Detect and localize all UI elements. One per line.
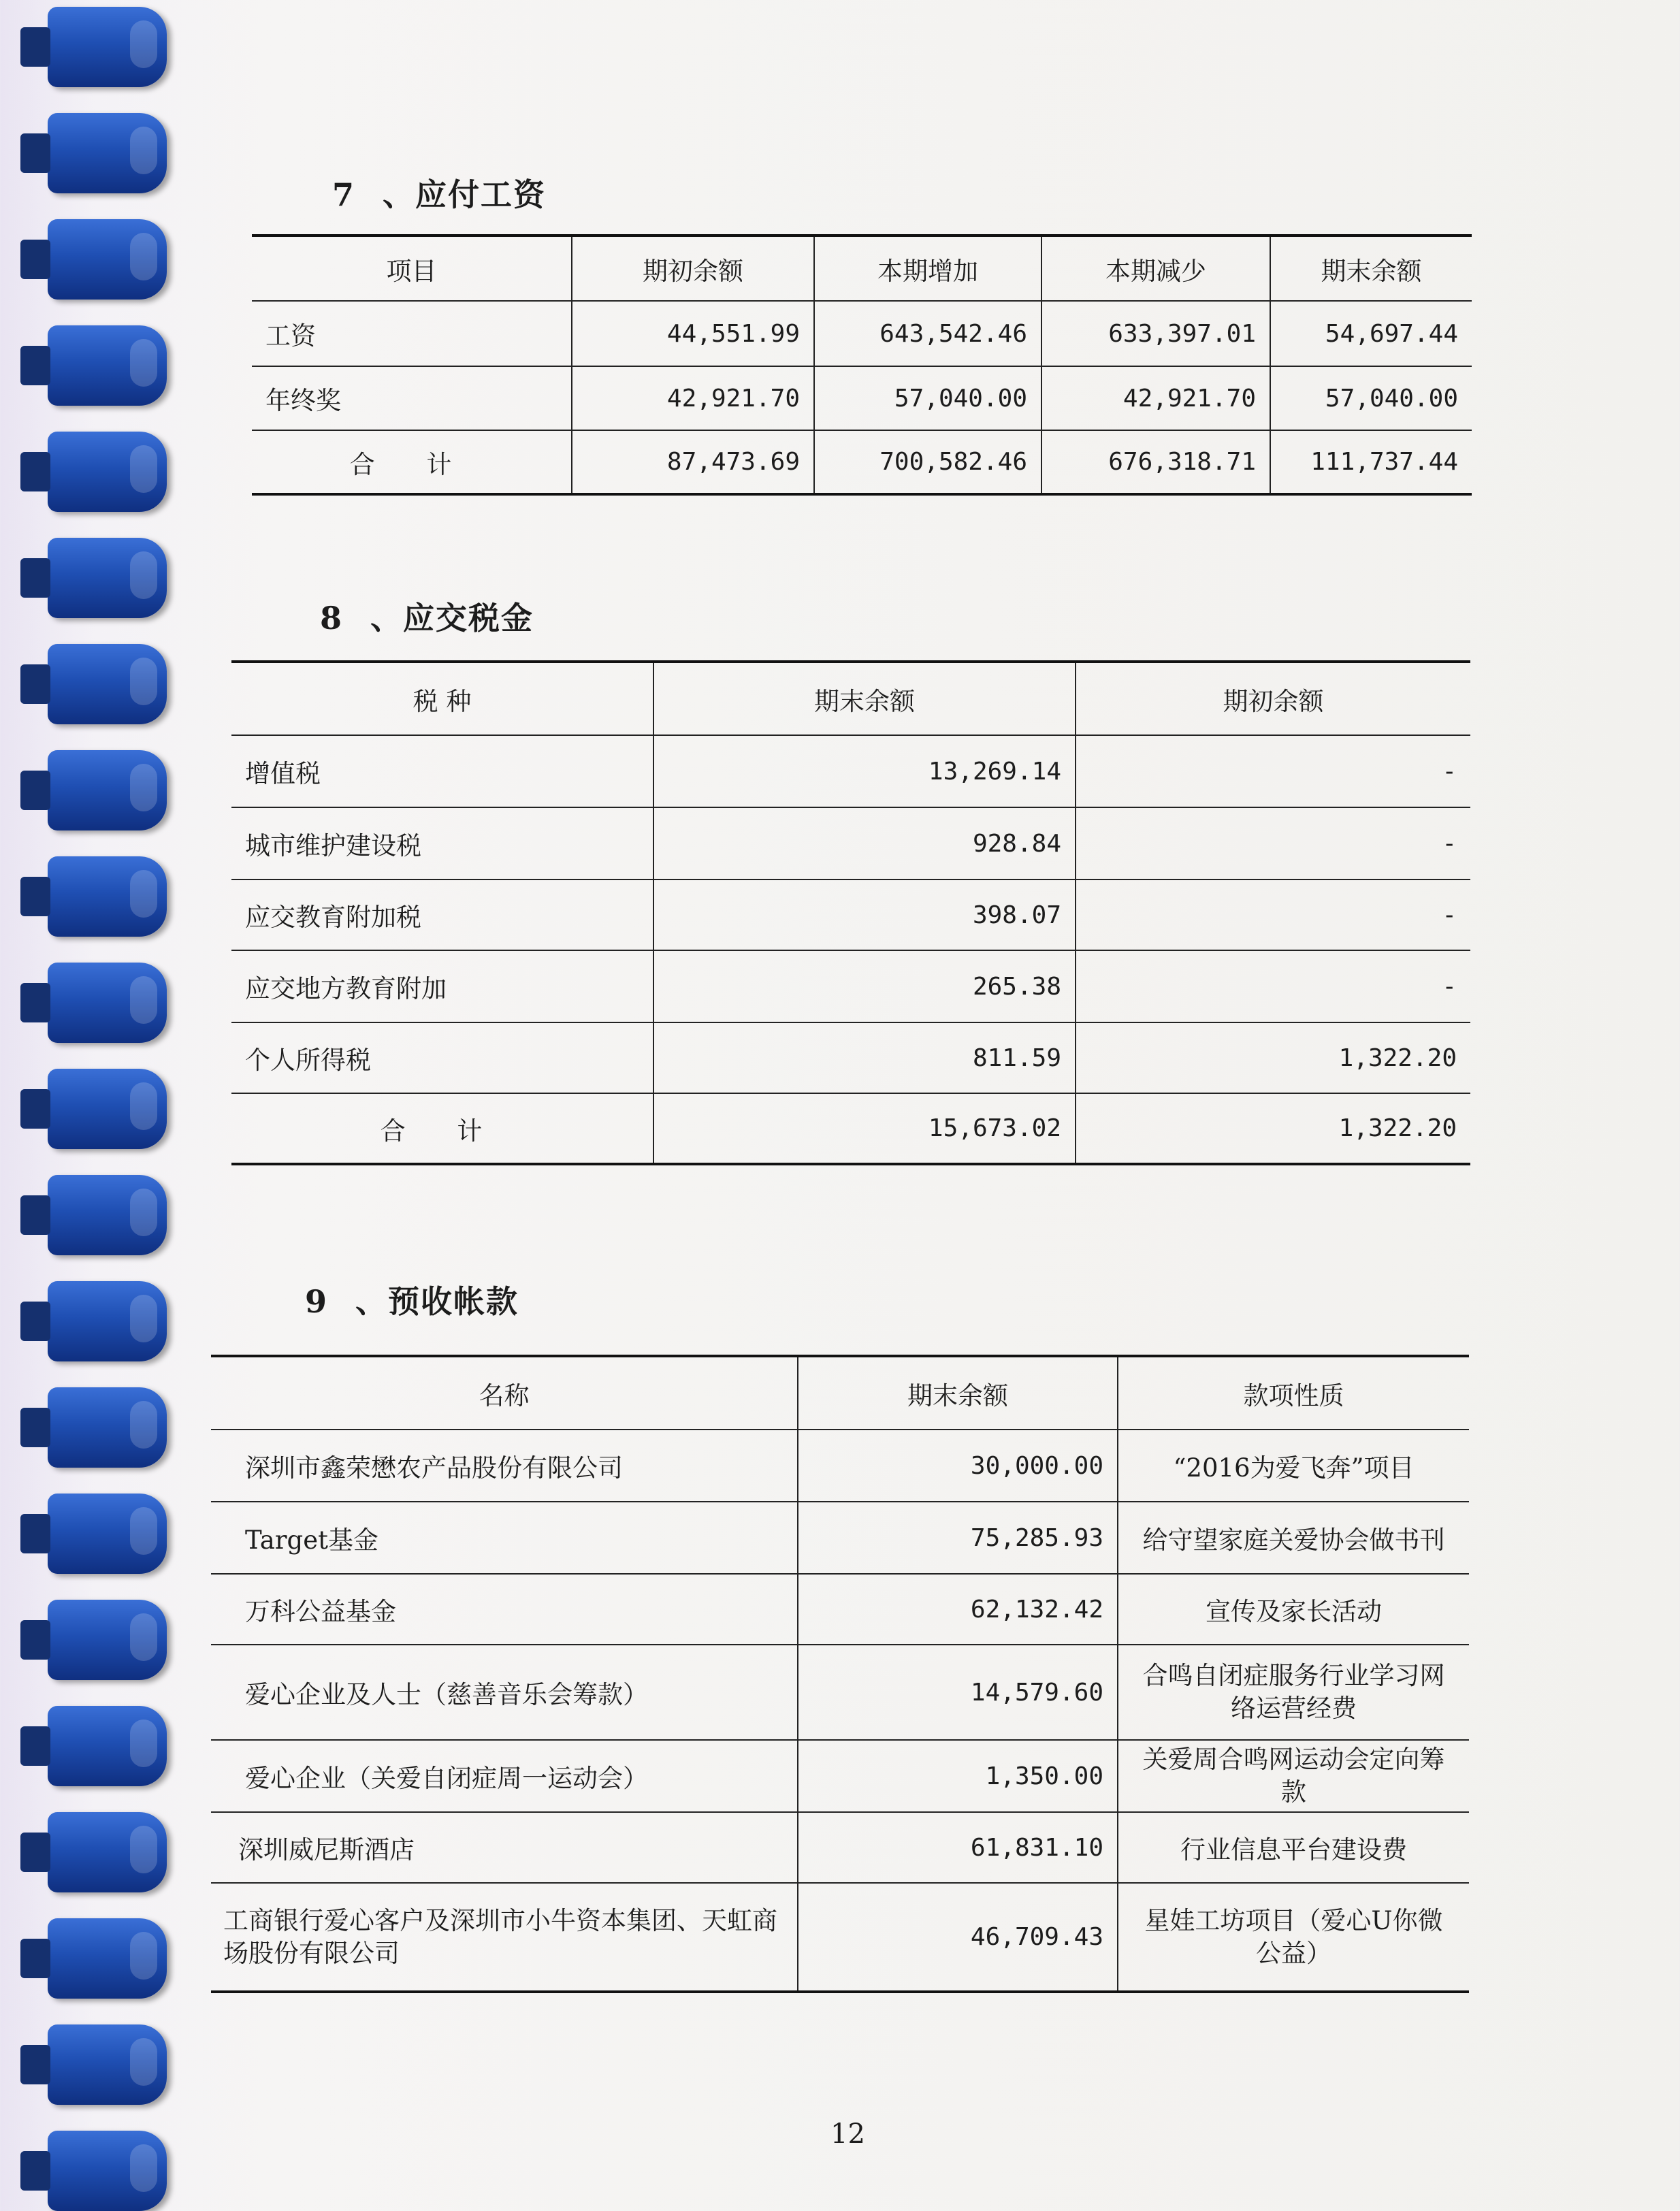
header-cell: 本期减少	[1041, 236, 1270, 301]
total-cell: 676,318.71	[1041, 430, 1270, 494]
value-cell: 1,350.00	[798, 1740, 1118, 1812]
binding-coil	[48, 113, 167, 193]
nature-cell: “2016为爱飞奔”项目	[1118, 1430, 1469, 1502]
table-taxes-payable	[231, 660, 1470, 1165]
section-8-number: 8	[320, 600, 344, 636]
value-cell: 44,551.99	[572, 301, 814, 366]
value-cell: 13,269.14	[653, 735, 1076, 807]
binding-coil	[48, 1706, 167, 1786]
binding-coil	[48, 325, 167, 406]
section-8-heading: 、应交税金	[370, 600, 534, 636]
binding-coil	[48, 2024, 167, 2105]
total-cell: 111,737.44	[1270, 430, 1472, 494]
total-label: 合 计	[252, 430, 572, 494]
binding-coil	[48, 1281, 167, 1361]
value-cell: 633,397.01	[1041, 301, 1270, 366]
table-header-row	[231, 662, 1470, 735]
payer-name-cell: 爱心企业及人士（慈善音乐会筹款）	[211, 1645, 798, 1740]
table-row	[231, 879, 1470, 950]
table-row	[211, 1574, 1469, 1645]
value-cell: 42,921.70	[572, 366, 814, 430]
header-cell: 项目	[252, 236, 572, 301]
header-cell: 期末余额	[798, 1356, 1118, 1430]
table-row	[231, 950, 1470, 1022]
value-cell: 265.38	[653, 950, 1076, 1022]
item-cell: 工资	[252, 301, 572, 366]
binding-coil	[48, 2131, 167, 2211]
section-7-number: 7	[332, 176, 356, 213]
page-number: 12	[830, 2118, 865, 2150]
section-7-title	[332, 170, 546, 215]
value-cell: -	[1076, 807, 1470, 879]
header-cell: 期初余额	[572, 236, 814, 301]
payer-name-cell: 万科公益基金	[211, 1574, 798, 1645]
table-row	[211, 1502, 1469, 1574]
table-total-row	[231, 1093, 1470, 1164]
tax-name-cell: 城市维护建设税	[231, 807, 653, 879]
value-cell: 42,921.70	[1041, 366, 1270, 430]
value-cell: 398.07	[653, 879, 1076, 950]
payer-name-cell: Target基金	[211, 1502, 798, 1574]
nature-cell: 关爱周合鸣网运动会定向筹款	[1118, 1740, 1469, 1812]
binding-coil	[48, 1812, 167, 1892]
total-cell: 1,322.20	[1076, 1093, 1470, 1164]
header-cell: 税 种	[231, 662, 653, 735]
value-cell: 14,579.60	[798, 1645, 1118, 1740]
total-cell: 700,582.46	[814, 430, 1041, 494]
value-cell: 30,000.00	[798, 1430, 1118, 1502]
binding-coil	[48, 750, 167, 830]
payer-name-cell: 深圳威尼斯酒店	[211, 1812, 798, 1883]
binding-coil	[48, 963, 167, 1043]
table-row	[231, 735, 1470, 807]
value-cell: -	[1076, 950, 1470, 1022]
value-cell: 62,132.42	[798, 1574, 1118, 1645]
binding-coil	[48, 1918, 167, 1999]
value-cell: 57,040.00	[1270, 366, 1472, 430]
value-cell: 1,322.20	[1076, 1022, 1470, 1093]
binding-coil	[48, 1175, 167, 1255]
binding-coil	[48, 7, 167, 87]
value-cell: 57,040.00	[814, 366, 1041, 430]
value-cell: 75,285.93	[798, 1502, 1118, 1574]
table-row	[231, 807, 1470, 879]
header-cell: 名称	[211, 1356, 798, 1430]
table-header-row	[211, 1356, 1469, 1430]
tax-name-cell: 个人所得税	[231, 1022, 653, 1093]
header-cell: 期末余额	[1270, 236, 1472, 301]
header-cell: 款项性质	[1118, 1356, 1469, 1430]
binding-coil	[48, 644, 167, 724]
section-9-heading: 、预收帐款	[355, 1283, 519, 1320]
section-7-heading: 、应付工资	[383, 176, 547, 213]
table-row	[211, 1430, 1469, 1502]
nature-cell: 给守望家庭关爱协会做书刊	[1118, 1502, 1469, 1574]
section-9-title	[305, 1277, 519, 1322]
section-9-number: 9	[305, 1283, 329, 1320]
header-cell: 期末余额	[653, 662, 1076, 735]
binding-coil	[48, 856, 167, 937]
value-cell: 61,831.10	[798, 1812, 1118, 1883]
binding-coil	[48, 219, 167, 300]
binding-coil	[48, 1387, 167, 1468]
total-cell: 15,673.02	[653, 1093, 1076, 1164]
total-label: 合 计	[231, 1093, 653, 1164]
tax-name-cell: 应交教育附加税	[231, 879, 653, 950]
table-row	[211, 1812, 1469, 1883]
payer-name-cell: 深圳市鑫荣懋农产品股份有限公司	[211, 1430, 798, 1502]
table-row	[211, 1883, 1469, 1992]
table-row	[211, 1740, 1469, 1812]
value-cell: 928.84	[653, 807, 1076, 879]
table-row	[252, 366, 1472, 430]
table-advance-receipts	[211, 1355, 1469, 1993]
binding-coil	[48, 538, 167, 618]
binding-coil	[48, 1069, 167, 1149]
value-cell: -	[1076, 735, 1470, 807]
item-cell: 年终奖	[252, 366, 572, 430]
value-cell: 811.59	[653, 1022, 1076, 1093]
table-row	[231, 1022, 1470, 1093]
value-cell: 54,697.44	[1270, 301, 1472, 366]
nature-cell: 星娃工坊项目（爱心U你微公益）	[1118, 1883, 1469, 1992]
value-cell: 643,542.46	[814, 301, 1041, 366]
header-cell: 期初余额	[1076, 662, 1470, 735]
spiral-binding	[0, 0, 184, 2197]
header-cell: 本期增加	[814, 236, 1041, 301]
total-cell: 87,473.69	[572, 430, 814, 494]
tax-name-cell: 增值税	[231, 735, 653, 807]
tax-name-cell: 应交地方教育附加	[231, 950, 653, 1022]
binding-coil	[48, 432, 167, 512]
value-cell: -	[1076, 879, 1470, 950]
nature-cell: 宣传及家长活动	[1118, 1574, 1469, 1645]
payer-name-cell: 爱心企业（关爱自闭症周一运动会）	[211, 1740, 798, 1812]
table-payable-wages	[252, 234, 1472, 496]
nature-cell: 合鸣自闭症服务行业学习网络运营经费	[1118, 1645, 1469, 1740]
table-row	[211, 1645, 1469, 1740]
table-row	[252, 301, 1472, 366]
value-cell: 46,709.43	[798, 1883, 1118, 1992]
binding-coil	[48, 1494, 167, 1574]
nature-cell: 行业信息平台建设费	[1118, 1812, 1469, 1883]
binding-coil	[48, 1600, 167, 1680]
table-header-row	[252, 236, 1472, 301]
section-8-title	[320, 594, 534, 639]
table-total-row	[252, 430, 1472, 494]
payer-name-cell: 工商银行爱心客户及深圳市小牛资本集团、天虹商场股份有限公司	[211, 1883, 798, 1992]
